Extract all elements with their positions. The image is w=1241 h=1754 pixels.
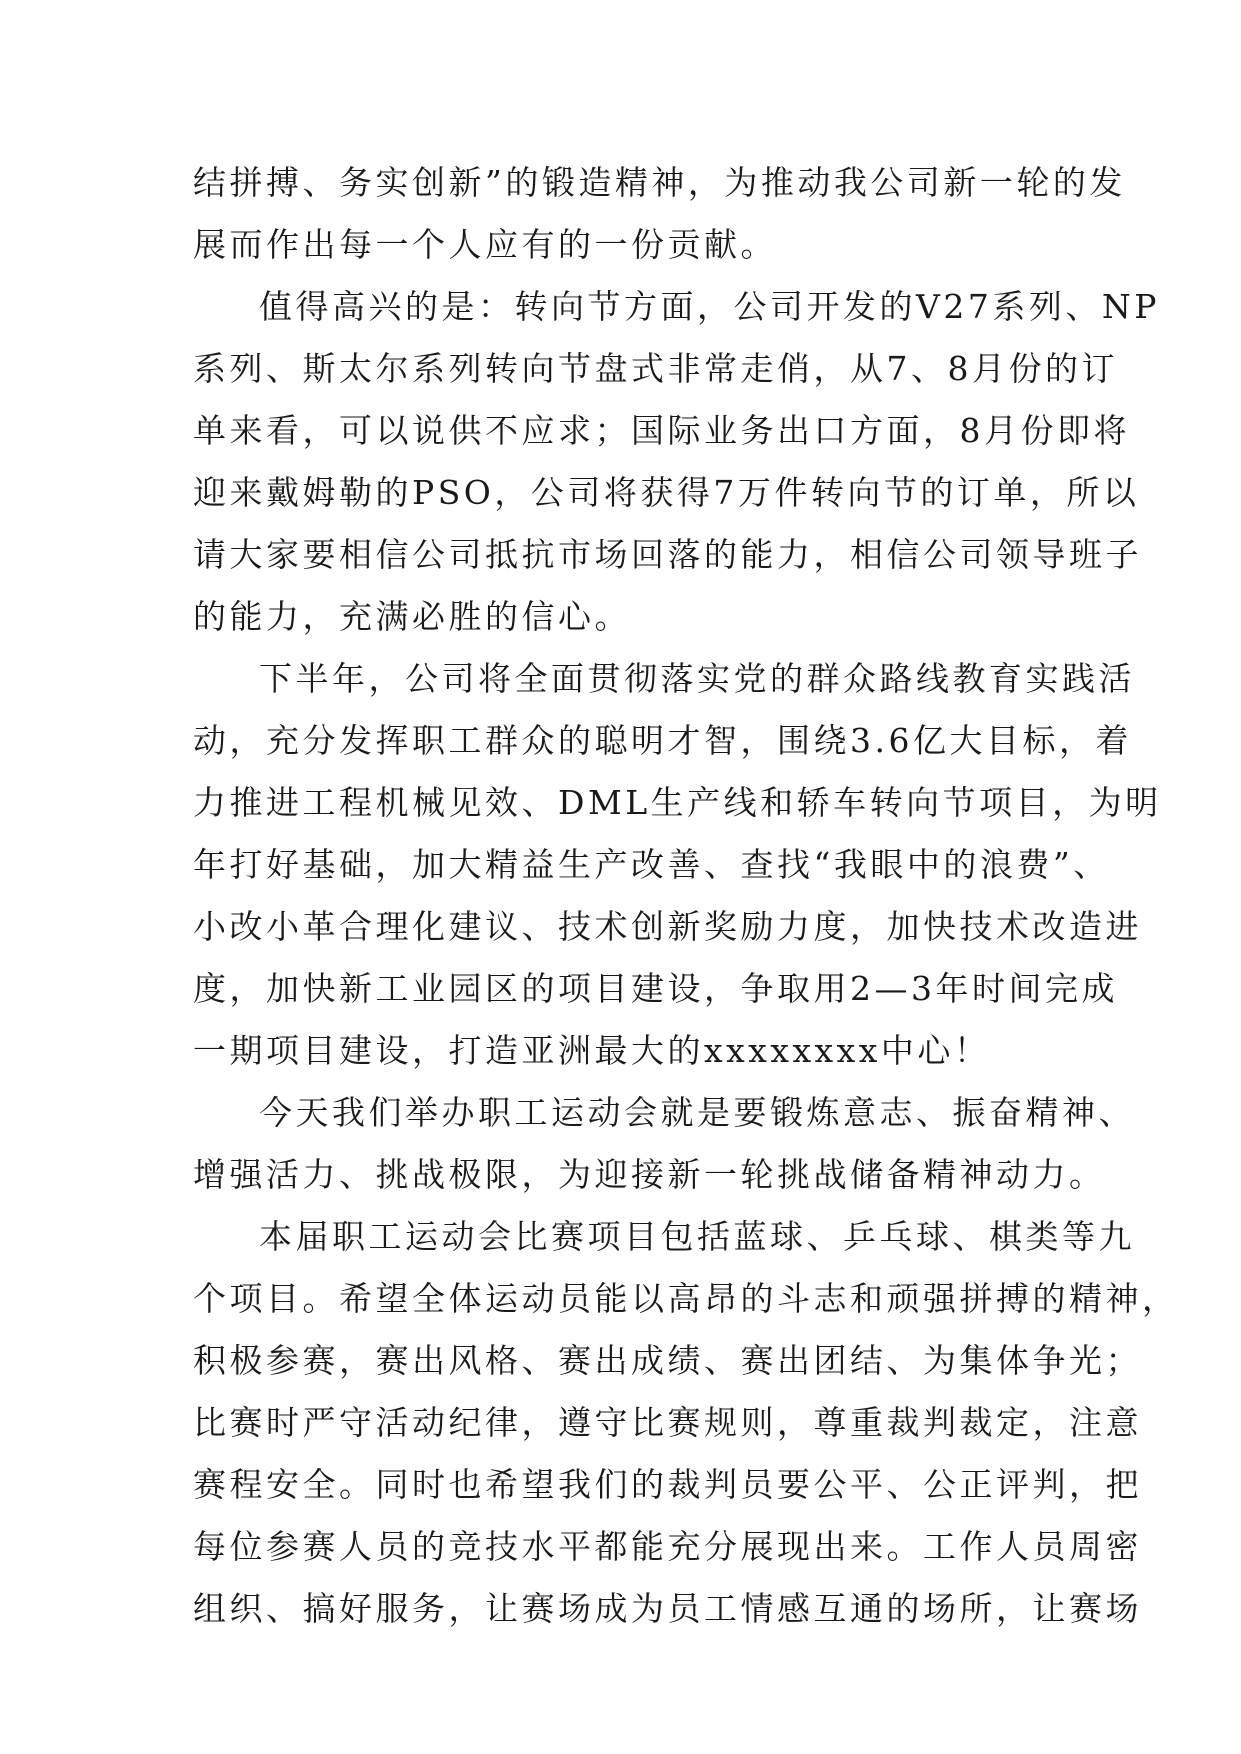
text-line: 请大家要相信公司抵抗市场回落的能力，相信公司领导班子 [193,535,1142,574]
text-line: 展而作出每一个人应有的一份贡献。 [193,225,777,264]
paragraph-start-line: 下半年，公司将全面贯彻落实党的群众路线教育实践活 [259,659,1135,698]
text-line: 增强活力、挑战极限，为迎接新一轮挑战储备精神动力。 [193,1155,1106,1194]
paragraph-start-line: 本届职工运动会比赛项目包括蓝球、乒乓球、棋类等九 [259,1217,1135,1256]
paragraph-start-line: 今天我们举办职工运动会就是要锻炼意志、振奋精神、 [259,1093,1135,1132]
text-line: 度，加快新工业园区的项目建设，争取用2—3年时间完成 [193,969,1118,1008]
text-line: 积极参赛，赛出风格、赛出成绩、赛出团结、为集体争光； [193,1341,1142,1380]
text-line: 系列、斯太尔系列转向节盘式非常走俏，从7、8月份的订 [193,349,1118,388]
text-line: 结拼搏、务实创新”的锻造精神，为推动我公司新一轮的发 [193,163,1126,202]
text-line: 年打好基础，加大精益生产改善、查找“我眼中的浪费”、 [193,845,1110,884]
text-line: 一期项目建设，打造亚洲最大的xxxxxxxx中心！ [193,1031,991,1070]
text-line: 赛程安全。同时也希望我们的裁判员要公平、公正评判，把 [193,1465,1142,1504]
text-line: 迎来戴姆勒的PSO，公司将获得7万件转向节的订单，所以 [193,473,1140,512]
text-line: 比赛时严守活动纪律，遵守比赛规则，尊重裁判裁定，注意 [193,1403,1142,1442]
text-line: 每位参赛人员的竞技水平都能充分展现出来。工作人员周密 [193,1527,1142,1566]
text-line: 单来看，可以说供不应求；国际业务出口方面，8月份即将 [193,411,1130,450]
document-body [193,152,1179,1640]
text-line: 个项目。希望全体运动员能以高昂的斗志和顽强拼搏的精神， [193,1279,1179,1318]
paragraph-start-line: 值得高兴的是：转向节方面，公司开发的V27系列、NP [259,287,1160,326]
text-line: 小改小革合理化建议、技术创新奖励力度，加快技术改造进 [193,907,1142,946]
text-line: 力推进工程机械见效、DML生产线和轿车转向节项目，为明 [193,783,1162,822]
text-line: 的能力，充满必胜的信心。 [193,597,631,636]
text-line: 组织、搞好服务，让赛场成为员工情感互通的场所，让赛场 [193,1589,1142,1628]
text-line: 动，充分发挥职工群众的聪明才智，围绕3.6亿大目标，着 [193,721,1132,760]
